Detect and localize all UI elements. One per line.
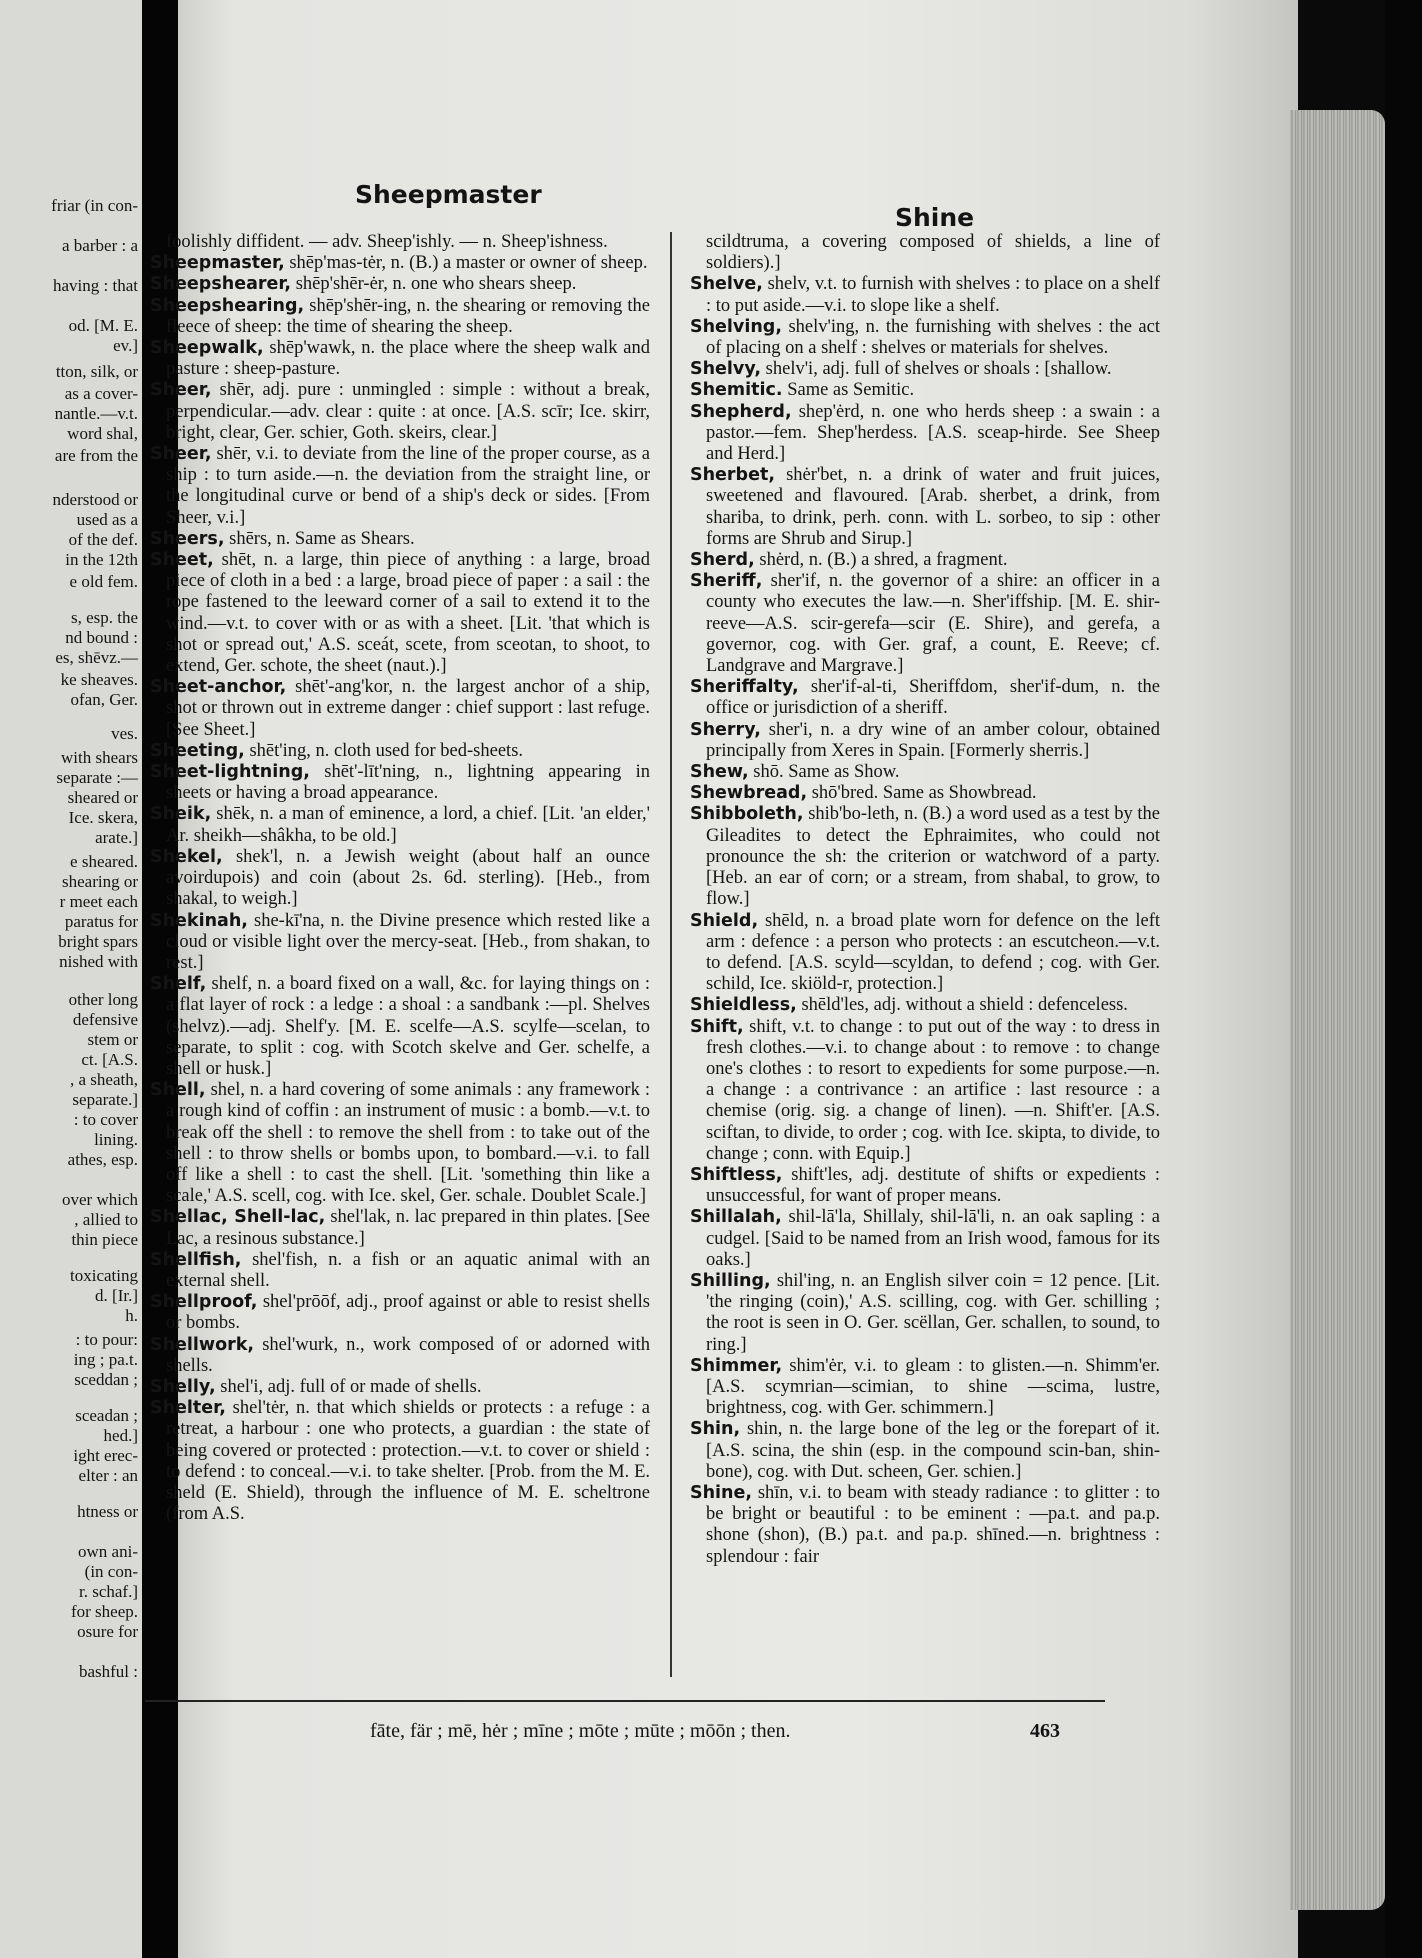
- entry-headword: Shekinah,: [150, 910, 248, 931]
- left-page-text-fragment: paratus for: [64, 912, 138, 931]
- entry-headword: Shield,: [690, 910, 759, 931]
- entry-definition: shift, v.t. to change : to put out of the way : to dress in fresh clothes.—v.i. to change about : to remove : to change one's clothes : to resort to expedients for some purpose.—n. a change : a contrivance : an artifice : last resource : a chemise (orig. sig. a change of linen). —n. Shift'er. [A.S. sciftan, to divide, to order ; cog. with Ice. skipta, to divide, to change ; conn. with Equip.]: [706, 1016, 1161, 1164]
- dictionary-entry: [150, 804, 650, 846]
- left-page-text-fragment: other long: [68, 990, 138, 1009]
- dictionary-entry: [150, 296, 650, 338]
- entry-definition: shel'wurk, n., work composed of or adorned with shells.: [166, 1334, 651, 1376]
- dictionary-entry: [690, 783, 1160, 804]
- entry-headword: Shew,: [690, 762, 749, 783]
- dictionary-entry: [690, 1483, 1160, 1568]
- dictionary-entry: [150, 1207, 650, 1249]
- left-page-text-fragment: h.: [125, 1306, 138, 1325]
- entry-headword: Sheer,: [150, 380, 212, 401]
- dictionary-entry: [690, 317, 1160, 359]
- left-page-text-fragment: with shears: [61, 748, 138, 767]
- entry-headword: Shellac, Shell-lac,: [150, 1207, 326, 1228]
- entry-definition: shēr, adj. pure : unmingled : simple : without a break, perpendicular.—adv. clear : quite : at once. [A.S. scīr; Ice. skirr, bright, clear, Ger. schier, Goth. skeirs, clear.]: [166, 380, 650, 443]
- left-page-text-fragment: e sheared.: [70, 852, 138, 871]
- left-page-text-fragment: bright spars: [58, 932, 138, 951]
- entry-definition: shīn, v.i. to beam with steady radiance : to glitter : to be bright or beautiful : to be eminent : —pa.t. and pa.p. shone (shon), (B.) pa.t. and pa.p. shīned.—n. brightness : splendour : fair: [706, 1482, 1160, 1567]
- dictionary-entry: [690, 1356, 1160, 1420]
- entry-definition: shelf, n. a board fixed on a wall, &c. for laying things on : a flat layer of rock : a ledge : a shoal : a sandbank :—pl. Shelves (shelvz).—adj. Shelf'y. [M. E. scelfe—A.S. scylfe—scelan, to separate, to split : cog. with Scotch skelve and Ger. schelfe, a shell or husk.]: [166, 974, 650, 1079]
- entry-definition: shep'ėrd, n. one who herds sheep : a swain : a pastor.—fem. Shep'herdess. [A.S. sceap-hirde. See Sheep and Herd.]: [706, 401, 1161, 465]
- entry-headword: Shepherd,: [690, 401, 792, 422]
- entry-headword: Sherry,: [690, 719, 761, 740]
- left-page-text-fragment: s, esp. the: [70, 608, 138, 627]
- entry-headword: Sheet-lightning,: [150, 762, 310, 783]
- entry-definition: shō'bred. Same as Showbread.: [811, 783, 1037, 804]
- left-page-text-fragment: a barber : a: [62, 236, 138, 255]
- entry-definition: she-kī'na, n. the Divine presence which rested like a cloud or visible light over the mercy-seat. [Heb., from shakan, to rest.]: [166, 910, 651, 973]
- dictionary-entry: [690, 1165, 1160, 1207]
- entry-definition: shėr'bet, n. a drink of water and fruit juices, sweetened and flavoured. [Arab. sherbet, a drink, from shariba, to drink, perh. conn. with L. sorbeo, to sip : other forms are Shrub and Sirup.]: [706, 465, 1160, 549]
- entry-headword: Shelf,: [150, 974, 207, 995]
- dictionary-entry: [150, 1250, 650, 1292]
- left-page-text-fragment: : to cover: [73, 1110, 138, 1129]
- pronunciation-key: fāte, fär ; mē, hėr ; mīne ; mōte ; mūte ; mōōn ; then.: [370, 1720, 791, 1742]
- left-page-text-fragment: nantle.—v.t.: [54, 404, 138, 423]
- entry-headword: Shieldless,: [690, 995, 797, 1016]
- dictionary-entry: [690, 380, 1160, 401]
- left-page-text-fragment: ofan, Ger.: [70, 690, 138, 709]
- left-page-text-fragment: are from the: [54, 446, 138, 465]
- entry-headword: Shellwork,: [150, 1334, 255, 1355]
- left-page-text-fragment: od. [M. E.: [68, 316, 138, 335]
- entry-definition: shėrd, n. (B.) a shred, a fragment.: [759, 550, 1008, 571]
- entry-definition: shēt'-ang'kor, n. the largest anchor of a ship, shot or thrown out in extreme danger : chief support : last refuge. [See Sheet.]: [166, 677, 650, 740]
- dictionary-entry: [150, 274, 650, 295]
- left-page-text-fragment: htness or: [77, 1502, 138, 1521]
- entry-headword: Shelvy,: [690, 359, 762, 380]
- entry-headword: Sheers,: [150, 528, 225, 549]
- dictionary-entry: [690, 911, 1160, 996]
- entry-headword: Sheepwalk,: [150, 338, 264, 359]
- right-column: [690, 232, 1160, 1568]
- left-page-text-fragment: d. [Ir.]: [95, 1286, 138, 1305]
- entry-headword: Sheriffalty,: [690, 677, 799, 698]
- entry-definition: sher'i, n. a dry wine of an amber colour, obtained principally from Xeres in Spain. [Formerly sherris.]: [706, 719, 1160, 761]
- left-page-text-fragment: word shal,: [67, 424, 138, 443]
- left-page-text-fragment: ing ; pa.t.: [73, 1350, 138, 1369]
- entry-definition: sher'if-al-ti, Sheriffdom, sher'if-dum, n. the office or jurisdiction of a sheriff.: [706, 677, 1161, 719]
- entry-headword: Sheriff,: [690, 571, 763, 592]
- left-page-text-fragment: nderstood or: [52, 490, 138, 509]
- dictionary-entry: [690, 804, 1160, 910]
- left-page-text-fragment: having : that: [53, 276, 138, 295]
- column-divider: [670, 232, 672, 1677]
- entry-headword: Shekel,: [150, 846, 223, 867]
- entry-definition: shel'lak, n. lac prepared in thin plates. [See Lac, a resinous substance.]: [166, 1207, 650, 1249]
- dictionary-entry: [690, 677, 1160, 719]
- left-page-text-fragment: sheared or: [67, 788, 138, 807]
- entry-definition: shērs, n. Same as Shears.: [229, 528, 415, 549]
- dictionary-entry: [150, 741, 650, 762]
- entry-headword: Sherbet,: [690, 465, 775, 486]
- left-page-text-fragment: Ice. skera,: [68, 808, 138, 827]
- entry-definition: shelv'ing, n. the furnishing with shelves : the act of placing on a shelf : shelves or materials for shelves.: [706, 316, 1160, 359]
- dictionary-entry: [150, 1292, 650, 1334]
- dictionary-entry: [690, 762, 1160, 783]
- left-page-text-fragment: ight erec-: [73, 1446, 138, 1465]
- entry-headword: Shillalah,: [690, 1207, 782, 1228]
- entry-definition: shel'fish, n. a fish or an aquatic animal with an external shell.: [166, 1249, 650, 1291]
- dictionary-entry: [150, 338, 650, 380]
- dictionary-entry: [690, 359, 1160, 380]
- left-page-text-fragment: of the def.: [68, 530, 138, 549]
- dictionary-entry: [690, 402, 1160, 466]
- left-page-text-fragment: r. schaf.]: [78, 1582, 138, 1601]
- left-page-text-fragment: r meet each: [59, 892, 138, 911]
- entry-headword: Shelter,: [150, 1398, 226, 1419]
- entry-headword: Shift,: [690, 1016, 744, 1037]
- entry-definition: sher'if, n. the governor of a shire: an officer in a county who executes the law.—n. Sher'iffship. [M. E. shir-reeve—A.S. scir-gerefa—scir (E. Shire), and gerefa, a governor, cog. with Ger. graf, a count, E. Reeve; cf. Landgrave and Margrave.]: [706, 571, 1160, 677]
- left-page-text-fragment: tton, silk, or: [55, 362, 138, 381]
- entry-definition: shift'les, adj. destitute of shifts or expedients : unsuccessful, for want of proper means.: [706, 1164, 1160, 1207]
- entry-headword: Sheet,: [150, 550, 214, 571]
- left-page-text-fragment: as a cover-: [64, 384, 138, 403]
- page-number: 463: [1030, 1720, 1060, 1742]
- left-page-text-fragment: shearing or: [61, 872, 138, 891]
- entry-definition: shel'tėr, n. that which shields or protects : a refuge : a retreat, a harbour : one who protects, a guardian : the state of being covered or protected : protection.—v.t. to cover or shield : to defend : to conceal.—v.i. to take shelter. [Prob. from the M. E. sheld (E. Shield), through the influence of M. E. scheltrone (from A.S.: [166, 1398, 651, 1525]
- dictionary-entry: [690, 571, 1160, 677]
- entry-definition: shēp'shēr-ėr, n. one who shears sheep.: [295, 274, 577, 295]
- entry-definition: shēp'shēr-ing, n. the shearing or removing the fleece of sheep: the time of shearing the sheep.: [166, 295, 650, 337]
- left-page-text-fragment: own ani-: [78, 1542, 138, 1561]
- dictionary-entry: [150, 762, 650, 804]
- left-column: [150, 232, 650, 1525]
- left-page-text-fragment: in the 12th: [65, 550, 138, 569]
- dictionary-entry: [150, 444, 650, 529]
- entry-definition: shēk, n. a man of eminence, a lord, a chief. [Lit. 'an elder,' Ar. sheikh—shâkha, to be old.]: [166, 804, 650, 846]
- dictionary-entry: [150, 1398, 650, 1525]
- entry-definition: shil'ing, n. an English silver coin = 12 pence. [Lit. 'the ringing (coin),' A.S. scilling, cog. with Ger. schilling ; the root is seen in O. Ger. scëllan, Ger. schallen, to sound, to ring.]: [706, 1270, 1160, 1355]
- entry-headword: Shemitic.: [690, 380, 783, 401]
- left-page-text-fragment: defensive: [72, 1010, 138, 1029]
- entry-headword: Shibboleth,: [690, 804, 804, 825]
- dictionary-entry: [690, 274, 1160, 316]
- left-page-text-fragment: athes, esp.: [67, 1150, 138, 1169]
- dictionary-entry: [150, 232, 650, 253]
- left-page-text-fragment: lining.: [94, 1130, 138, 1149]
- left-page-text-fragment: (in con-: [84, 1562, 138, 1581]
- left-page-text-fragment: used as a: [76, 510, 138, 529]
- left-page-text-fragment: ke sheaves.: [60, 670, 138, 689]
- left-page-text-fragment: ev.]: [113, 336, 138, 355]
- dictionary-entry: [150, 380, 650, 444]
- left-page-text-fragment: sceddan ;: [74, 1370, 138, 1389]
- entry-definition: shō. Same as Show.: [753, 762, 900, 783]
- entry-definition: shēt, n. a large, thin piece of anything : a large, broad piece of cloth in a bed : a large, broad piece of paper : a sail : the rope fastened to the leeward corner of a sail to extend it to the wind.—v.t. to cover with or as with a sheet. [Lit. 'that which is shot or spread out,' A.S. sceát, scete, from sceotan, to shoot, to extend, Ger. schote, the sheet (naut.).]: [166, 550, 651, 677]
- entry-headword: Sheepshearer,: [150, 274, 292, 295]
- left-page-text-fragment: separate.]: [72, 1090, 138, 1109]
- entry-headword: Sheik,: [150, 804, 212, 825]
- background-edge: [1385, 0, 1422, 1958]
- left-page-text-fragment: friar (in con-: [51, 196, 138, 215]
- entry-headword: Sheer,: [150, 444, 212, 465]
- left-page-text-fragment: for sheep.: [70, 1602, 138, 1621]
- left-page-text-fragment: separate :—: [56, 768, 138, 787]
- dictionary-entry: [690, 1207, 1160, 1271]
- left-page-text-fragment: nd bound :: [65, 628, 138, 647]
- dictionary-entry: [150, 677, 650, 741]
- left-page-text-fragment: sceadan ;: [75, 1406, 138, 1425]
- entry-headword: Shelly,: [150, 1376, 216, 1397]
- left-page-text-fragment: stem or: [87, 1030, 138, 1049]
- left-page-text-fragment: arate.]: [95, 828, 138, 847]
- left-page-text-fragment: e old fem.: [69, 572, 138, 591]
- left-page-text-fragment: , allied to: [74, 1210, 138, 1229]
- entry-headword: Sheeting,: [150, 740, 245, 761]
- left-page-text-fragment: es, shēvz.—: [55, 648, 138, 667]
- entry-definition: shēld, n. a broad plate worn for defence on the left arm : defence : a person who protects : an escutcheon.—v.t. to defend. [A.S. scyld—scyldan, to defend ; cog. with Ger. schild, Ice. skiöld-r, protection.]: [706, 910, 1161, 995]
- entry-definition: shel, n. a hard covering of some animals : any framework : a rough kind of coffin : an instrument of music : a bomb.—v.t. to break off the shell : to remove the shell from : to take out of the shell : to throw shells or bombs upon, to bombard.—v.i. to fall off like a shell : to cast the shell. [Lit. 'something thin like a scale,' A.S. scell, cog. with Ice. skel, Ger. schale. Doublet Scale.]: [166, 1080, 650, 1207]
- left-page-text-fragment: bashful :: [78, 1662, 138, 1681]
- dictionary-entry: [690, 1419, 1160, 1483]
- entry-definition: shēp'wawk, n. the place where the sheep walk and pasture : sheep-pasture.: [166, 338, 651, 380]
- dictionary-entry: [150, 529, 650, 550]
- footer-rule: [145, 1700, 1105, 1702]
- left-page-fragment: [0, 0, 142, 1958]
- dictionary-entry: [150, 847, 650, 911]
- entry-definition: shēt'-līt'ning, n., lightning appearing in sheets or having a broad appearance.: [166, 762, 650, 804]
- entry-definition: shin, n. the large bone of the leg or the forepart of it. [A.S. scina, the shin (esp. in the compound scin-ban, shin-bone), cog. with Dut. scheen, Ger. schien.]: [706, 1419, 1161, 1482]
- entry-headword: Shell,: [150, 1080, 206, 1101]
- dictionary-entry: [150, 1335, 650, 1377]
- entry-headword: Shiftless,: [690, 1164, 783, 1185]
- entry-headword: Sheet-anchor,: [150, 677, 287, 698]
- left-page-text-fragment: over which: [61, 1190, 138, 1209]
- dictionary-entry: [690, 1017, 1160, 1165]
- left-page-text-fragment: hed.]: [103, 1426, 138, 1445]
- entry-definition: foolishly diffident. — adv. Sheep'ishly. — n. Sheep'ishness.: [166, 232, 608, 252]
- left-page-text-fragment: toxicating: [70, 1266, 138, 1285]
- entry-definition: shēld'les, adj. without a shield : defenceless.: [801, 995, 1128, 1016]
- entry-definition: shēr, v.i. to deviate from the line of the proper course, as a ship : to turn aside.—n. the deviation from the straight line, or the longitudinal curve or bend of a ship's deck or sides. [From Sheer, v.i.]: [166, 444, 651, 528]
- dictionary-entry: [150, 1377, 650, 1398]
- entry-definition: shib'bo-leth, n. (B.) a word used as a test by the Gileadites to detect the Ephraimites, who could not pronounce the sh: the criterion or watchword of a party. [Heb. an ear of corn; or a stream, from shabal, to grow, to flow.]: [706, 804, 1161, 910]
- left-page-text-fragment: ct. [A.S.: [81, 1050, 138, 1069]
- entry-headword: Shellfish,: [150, 1249, 242, 1270]
- page-fore-edge: [1290, 110, 1385, 1910]
- running-head-right: Shine: [895, 203, 975, 232]
- entry-definition: shel'prōōf, adj., proof against or able to resist shells or bombs.: [166, 1292, 650, 1334]
- entry-definition: shel'i, adj. full of or made of shells.: [220, 1376, 482, 1397]
- entry-headword: Shimmer,: [690, 1355, 783, 1376]
- left-page-text-fragment: elter : an: [78, 1466, 138, 1485]
- entry-definition: shil-lā'la, Shillaly, shil-lā'li, n. an oak sapling : a cudgel. [Said to be named from an Irish wood, famous for its oaks.]: [706, 1207, 1161, 1270]
- entry-headword: Shellproof,: [150, 1292, 258, 1313]
- left-page-text-fragment: osure for: [77, 1622, 138, 1641]
- entry-definition: shim'ėr, v.i. to gleam : to glisten.—n. Shimm'er. [A.S. scymrian—scimian, to shine —scima, lustre, brightness, cog. with Ger. schimmern.]: [706, 1355, 1161, 1419]
- left-page-text-fragment: ves.: [111, 724, 138, 743]
- entry-definition: shelv, v.t. to furnish with shelves : to place on a shelf : to put aside.—v.i. to slope like a shelf.: [706, 274, 1161, 316]
- entry-headword: Sherd,: [690, 550, 755, 571]
- left-page-text-fragment: nished with: [59, 952, 138, 971]
- dictionary-entry: [690, 550, 1160, 571]
- running-head-left: Sheepmaster: [355, 180, 542, 209]
- dictionary-entry: [690, 1271, 1160, 1356]
- entry-headword: Sheepshearing,: [150, 295, 305, 316]
- dictionary-entry: [690, 995, 1160, 1016]
- left-page-text-fragment: thin piece: [71, 1230, 138, 1249]
- dictionary-entry: [690, 232, 1160, 274]
- dictionary-entry: [690, 720, 1160, 762]
- entry-definition: Same as Semitic.: [787, 380, 915, 401]
- entry-headword: Shelving,: [690, 316, 782, 337]
- entry-definition: shek'l, n. a Jewish weight (about half an ounce avoirdupois) and coin (about 2s. 6d. sterling). [Heb., from shakal, to weigh.]: [166, 846, 650, 910]
- entry-headword: Sheepmaster,: [150, 253, 285, 274]
- entry-definition: shelv'i, adj. full of shelves or shoals : [shallow.: [765, 359, 1112, 380]
- dictionary-entry: [150, 1080, 650, 1207]
- dictionary-entry: [150, 974, 650, 1080]
- entry-definition: shēp'mas-tėr, n. (B.) a master or owner of sheep.: [289, 253, 648, 274]
- dictionary-entry: [150, 550, 650, 677]
- entry-headword: Shelve,: [690, 274, 763, 295]
- entry-definition: shēt'ing, n. cloth used for bed-sheets.: [249, 740, 524, 761]
- entry-headword: Shewbread,: [690, 783, 808, 804]
- entry-headword: Shilling,: [690, 1270, 771, 1291]
- entry-headword: Shine,: [690, 1482, 753, 1503]
- left-page-text-fragment: , a sheath,: [70, 1070, 138, 1089]
- left-page-text-fragment: : to pour:: [75, 1330, 138, 1349]
- dictionary-entry: [690, 465, 1160, 550]
- entry-definition: scildtruma, a covering composed of shields, a line of soldiers).]: [706, 232, 1160, 274]
- entry-headword: Shin,: [690, 1419, 741, 1440]
- dictionary-entry: [150, 911, 650, 975]
- dictionary-entry: [150, 253, 650, 274]
